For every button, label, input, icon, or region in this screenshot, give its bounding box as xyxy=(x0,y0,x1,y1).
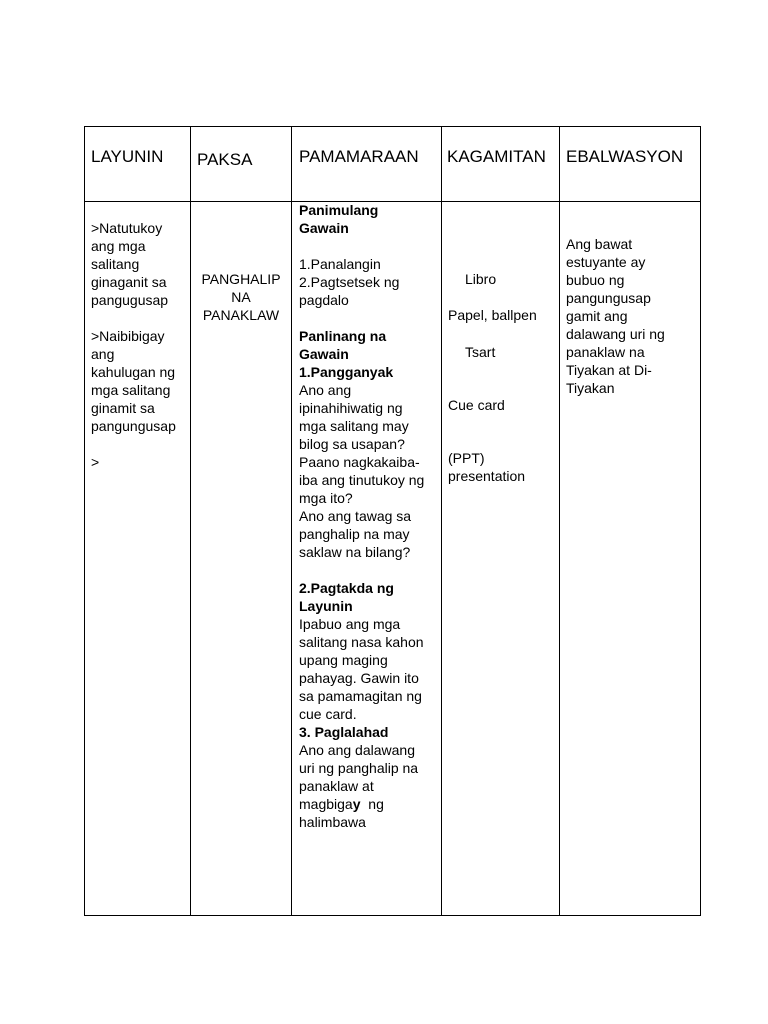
pamamaraan-line: halimbawa xyxy=(299,814,366,830)
text-fragment: ng xyxy=(360,796,384,812)
section-title: 2.Pagtakda ng xyxy=(299,580,394,596)
layunin-line: ginamit sa xyxy=(91,400,155,416)
pamamaraan-line: Ano ang tawag sa xyxy=(299,508,412,524)
layunin-line: ang mga xyxy=(91,238,146,254)
layunin-line: >Naibibigay xyxy=(91,328,165,344)
pamamaraan-line: Ipabuo ang mga xyxy=(299,616,401,632)
pamamaraan-line: iba ang tinutukoy ng xyxy=(299,472,425,488)
section-title: Gawain xyxy=(299,346,349,362)
ebalwasyon-line: Tiyakan xyxy=(566,380,615,396)
pamamaraan-line: 1.Panalangin xyxy=(299,256,381,272)
layunin-line: ang xyxy=(91,346,115,362)
kagamitan-item: (PPT) xyxy=(448,450,485,466)
layunin-line: mga salitang xyxy=(91,382,171,398)
header-pamamaraan: PAMAMARAAN xyxy=(299,147,419,166)
ebalwasyon-line: gamit ang xyxy=(566,308,628,324)
layunin-line: pangungusap xyxy=(91,418,176,434)
section-title: 3. Paglalahad xyxy=(299,724,389,740)
pamamaraan-line: panghalip na may xyxy=(299,526,410,542)
pamamaraan-line: upang maging xyxy=(299,652,388,668)
pamamaraan-line: panaklaw at xyxy=(299,778,374,794)
ebalwasyon-line: dalawang uri ng xyxy=(566,326,665,342)
column-divider xyxy=(441,127,442,915)
header-paksa: PAKSA xyxy=(197,150,253,169)
layunin-line: > xyxy=(91,454,100,470)
text-fragment: magbiga xyxy=(299,796,353,812)
ebalwasyon-line: bubuo ng xyxy=(566,272,625,288)
pamamaraan-line: mga salitang may xyxy=(299,418,409,434)
header-layunin: LAYUNIN xyxy=(91,147,164,166)
pamamaraan-line: Ano ang xyxy=(299,382,352,398)
kagamitan-item: Libro xyxy=(465,271,497,287)
section-title: Gawain xyxy=(299,220,349,236)
section-title: Panimulang xyxy=(299,202,379,218)
layunin-line: kahulugan ng xyxy=(91,364,176,380)
pamamaraan-line: mga ito? xyxy=(299,490,353,506)
paksa-line: PANAKLAW xyxy=(202,307,280,323)
kagamitan-item: presentation xyxy=(448,468,526,484)
ebalwasyon-line: Tiyakan at Di- xyxy=(566,362,652,378)
pamamaraan-line: cue card. xyxy=(299,706,357,722)
lesson-plan-table xyxy=(84,126,701,916)
ebalwasyon-line: panaklaw na xyxy=(566,344,645,360)
layunin-line: ginaganit sa xyxy=(91,274,167,290)
ebalwasyon-line: estuyante ay xyxy=(566,254,646,270)
pamamaraan-line: bilog sa usapan? xyxy=(299,436,405,452)
layunin-line: salitang xyxy=(91,256,140,272)
header-ebalwasyon: EBALWASYON xyxy=(566,147,684,166)
ebalwasyon-cell xyxy=(566,235,696,397)
text-fragment-bold: y xyxy=(352,796,361,812)
paksa-cell xyxy=(191,270,291,324)
column-divider xyxy=(190,127,191,915)
pamamaraan-line: Paano nagkakaiba- xyxy=(299,454,420,470)
section-subtitle: 1.Pangganyak xyxy=(299,364,394,380)
paksa-line: NA xyxy=(231,289,251,305)
column-divider xyxy=(291,127,292,915)
kagamitan-item: Papel, ballpen xyxy=(448,307,537,323)
column-divider xyxy=(559,127,560,915)
ebalwasyon-line: Ang bawat xyxy=(566,236,633,252)
layunin-cell xyxy=(91,219,189,471)
kagamitan-item: Cue card xyxy=(448,397,505,413)
pamamaraan-line: 2.Pagtsetsek ng xyxy=(299,274,400,290)
pamamaraan-line: sa pamamagitan ng xyxy=(299,688,422,704)
kagamitan-item: Tsart xyxy=(465,344,496,360)
layunin-line: pangugusap xyxy=(91,292,169,308)
pamamaraan-line: uri ng panghalip na xyxy=(299,760,419,776)
pamamaraan-line: Ano ang dalawang xyxy=(299,742,415,758)
pamamaraan-line: ipinahihiwatig ng xyxy=(299,400,403,416)
layunin-line: >Natutukoy xyxy=(91,220,163,236)
section-title: Panlinang na xyxy=(299,328,387,344)
pamamaraan-line: pagdalo xyxy=(299,292,349,308)
pamamaraan-line xyxy=(299,795,441,813)
ebalwasyon-line: pangungusap xyxy=(566,290,651,306)
pamamaraan-line: saklaw na bilang? xyxy=(299,544,411,560)
pamamaraan-line: salitang nasa kahon xyxy=(299,634,424,650)
header-kagamitan: KAGAMITAN xyxy=(447,147,546,166)
pamamaraan-line: pahayag. Gawin ito xyxy=(299,670,419,686)
pamamaraan-cell xyxy=(299,201,441,831)
paksa-line: PANGHALIP xyxy=(201,271,281,287)
section-title: Layunin xyxy=(299,598,353,614)
